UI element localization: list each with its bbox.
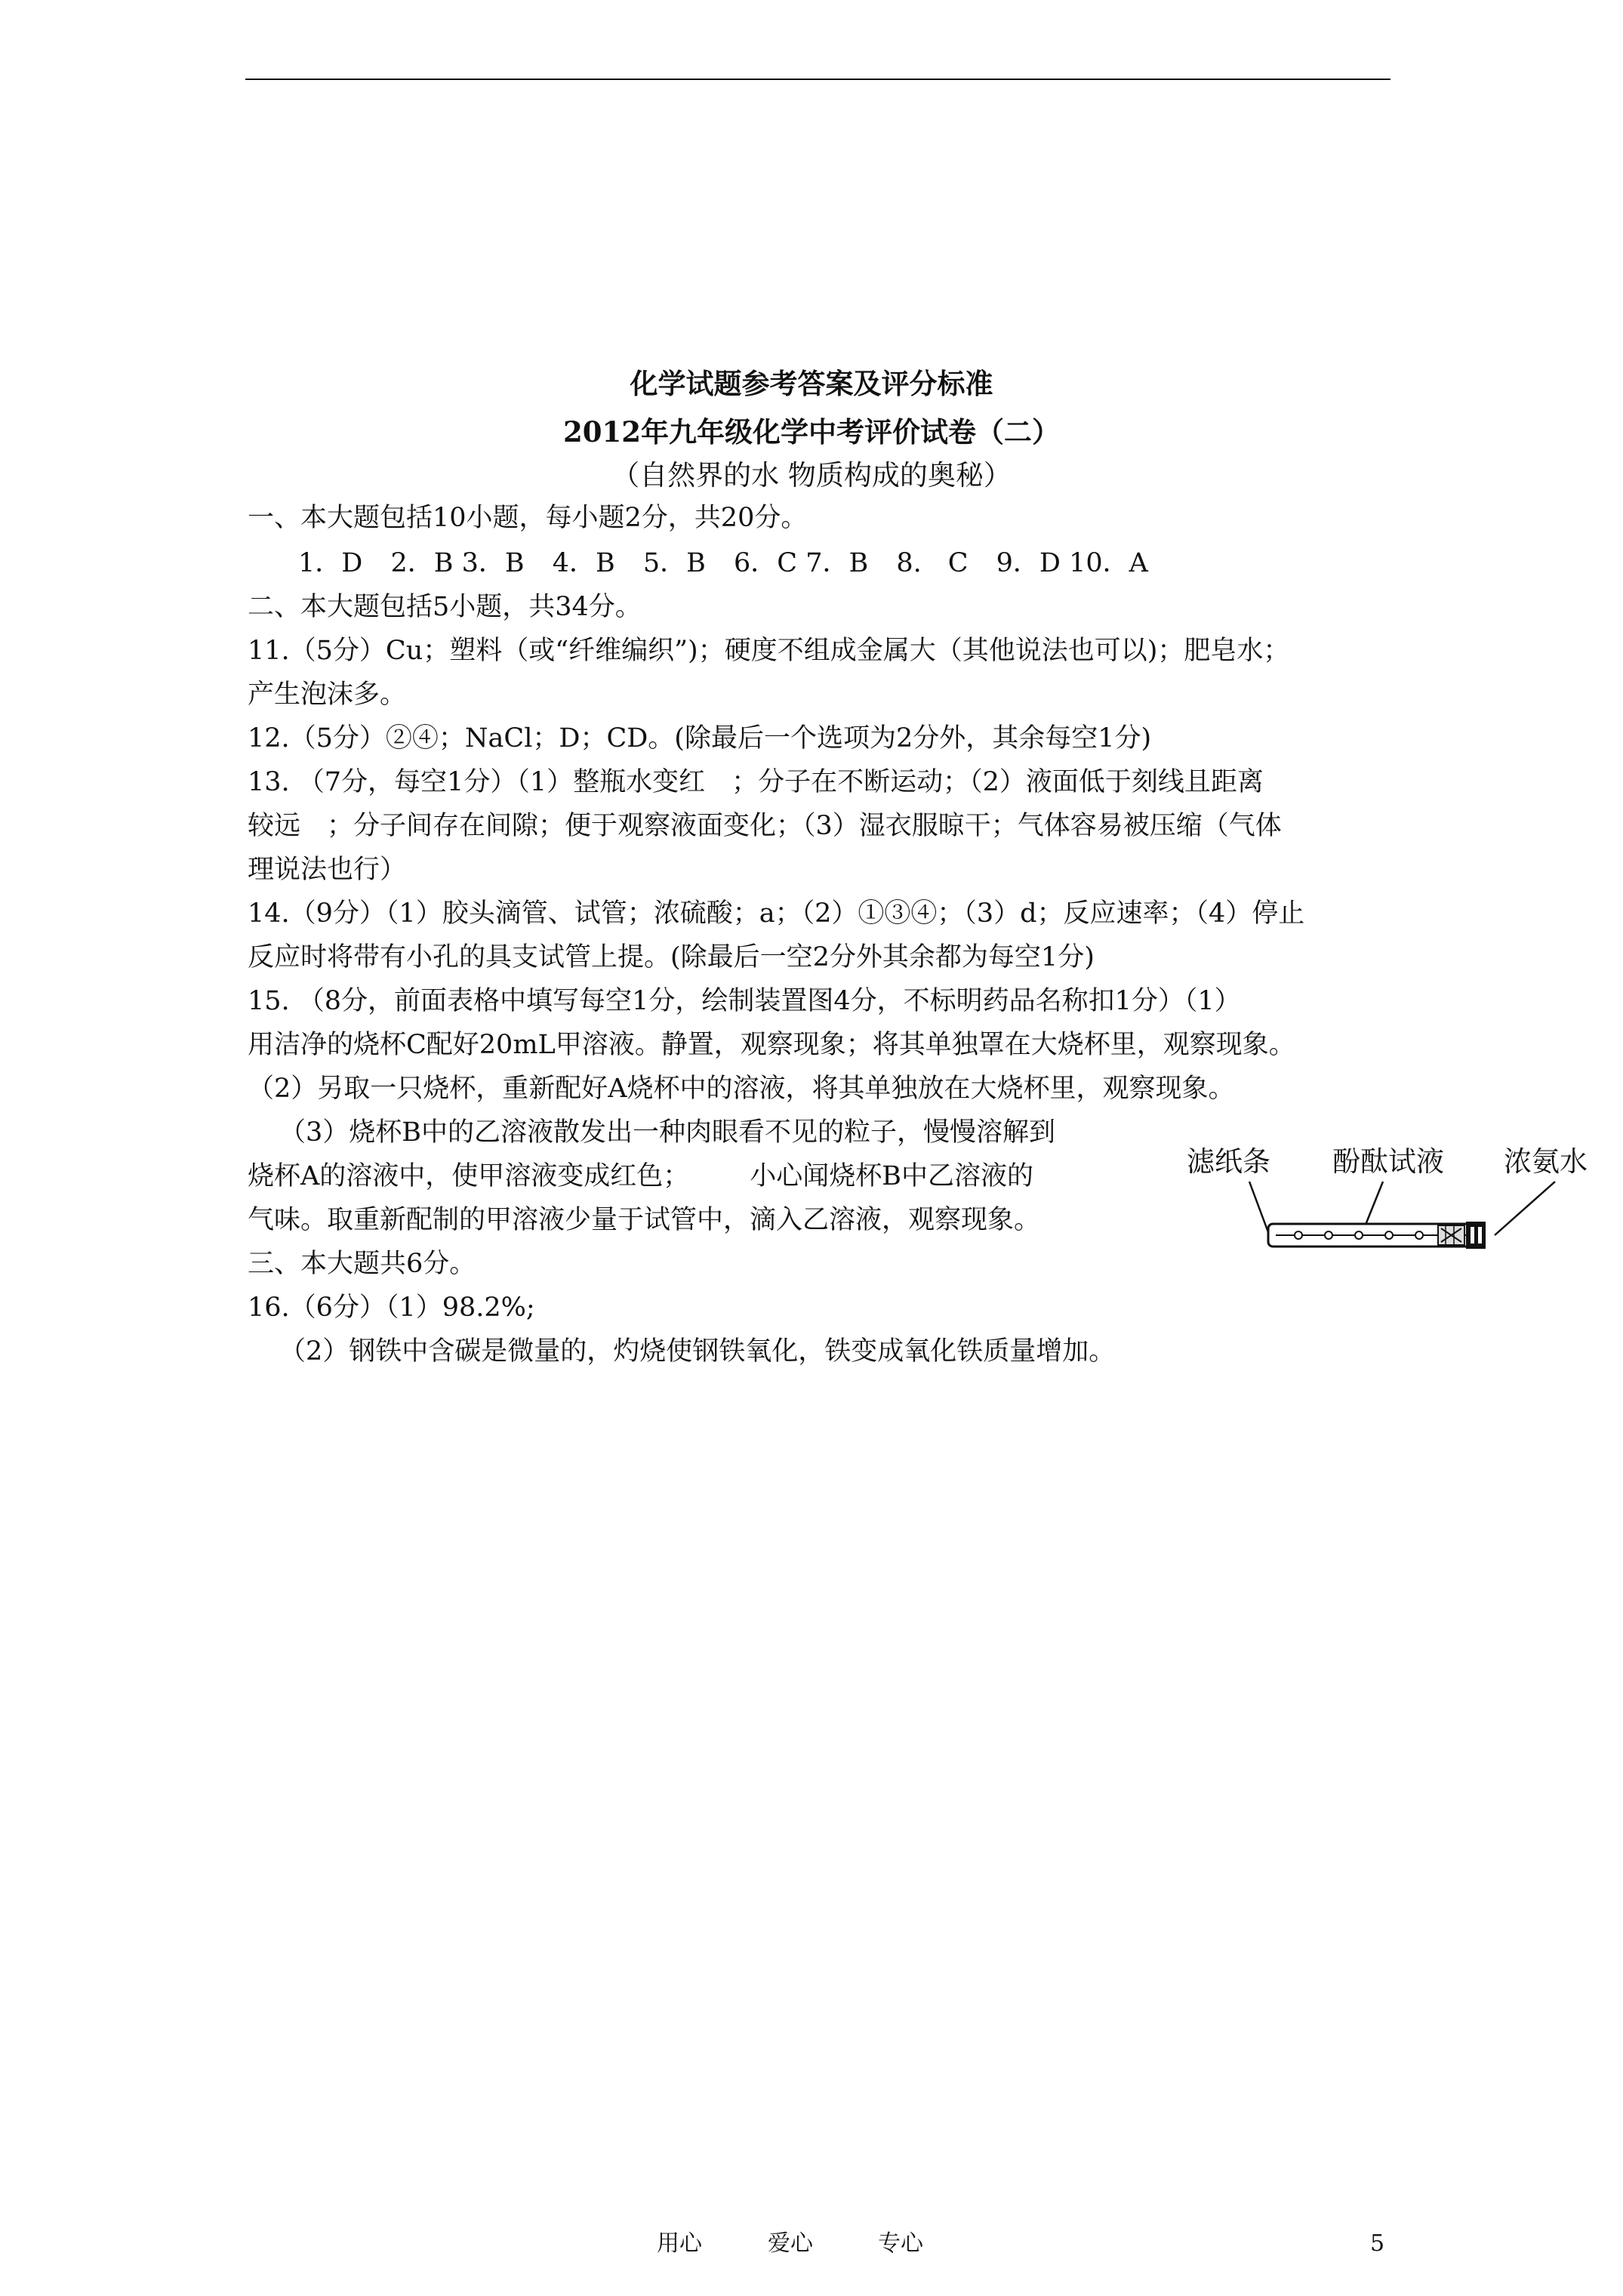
answer-8: 8. C: [896, 548, 969, 578]
answer-1: 1．D: [298, 548, 363, 578]
q15-line-5a: 烧杯A的溶液中，使甲溶液变成红色；: [248, 1161, 690, 1191]
q15-line-5b: 小心闻烧杯B中乙溶液的: [750, 1161, 1034, 1191]
section2-heading: 二、本大题包括5小题，共34分。: [248, 592, 642, 622]
q15-line-4: （3）烧杯B中的乙溶液散发出一种肉眼看不见的粒子，慢慢溶解到: [279, 1117, 1055, 1148]
q16-line-2: （2）钢铁中含碳是微量的，灼烧使钢铁氧化，铁变成氧化铁质量增加。: [279, 1336, 1116, 1367]
label-phenolphthalein: 酚酞试液: [1332, 1145, 1444, 1178]
answer-5: 5．B: [642, 548, 706, 578]
answer-4: 4．B: [552, 548, 615, 578]
footer-item-3: 专心: [878, 2230, 923, 2257]
label-ammonia: 浓氨水: [1504, 1145, 1588, 1178]
footer-item-2: 爱心: [768, 2230, 813, 2257]
ammonia-diffusion-diagram: [1178, 1144, 1600, 1265]
label-filter-paper: 滤纸条: [1187, 1145, 1270, 1178]
q16-line-1: 16.（6分）（1）98.2%;: [248, 1293, 535, 1323]
q15-line-1: 15. （8分，前面表格中填写每空1分，绘制装置图4分，不标明药品名称扣1分）（1）: [248, 986, 1241, 1016]
q15-line-2: 用洁净的烧杯C配好20mL甲溶液。静置，观察现象；将其单独罩在大烧杯里，观察现象。: [248, 1030, 1295, 1060]
page-number: 5: [1370, 2230, 1385, 2257]
answer-9-10: 9．D 10．A: [996, 548, 1148, 578]
section3-heading: 三、本大题共6分。: [248, 1249, 476, 1279]
answer-2-3: 2．B 3．B: [390, 548, 525, 578]
answer-6-7: 6．C 7．B: [734, 548, 869, 578]
q15-line-3: （2）另取一只烧杯，重新配好A烧杯中的溶液，将其单独放在大烧杯里，观察现象。: [248, 1074, 1235, 1104]
exam-topic: （自然界的水 物质构成的奥秘）: [611, 459, 1012, 492]
page-title: 化学试题参考答案及评分标准: [630, 367, 993, 400]
header-rule: [245, 79, 1390, 80]
exam-subtitle: 2012年九年级化学中考评价试卷（二）: [563, 415, 1060, 448]
q13-line-2: 较远 ；分子间存在间隙；便于观察液面变化；（3）湿衣服晾干；气体容易被压缩（气体: [248, 811, 1282, 841]
q11-line-2: 产生泡沫多。: [248, 680, 407, 710]
q14-line-2: 反应时将带有小孔的具支试管上提。(除最后一空2分外其余都为每空1分): [248, 942, 1095, 972]
q14-line-1: 14.（9分）（1）胶头滴管、试管；浓硫酸；a；（2）①③④；（3）d；反应速率；（4）停止: [248, 898, 1305, 929]
q15-line-6: 气味。取重新配制的甲溶液少量于试管中，滴入乙溶液，观察现象。: [248, 1205, 1041, 1235]
test-tube-drawing: [1178, 1144, 1600, 1265]
q12-line-1: 12.（5分）②④；NaCl；D；CD。(除最后一个选项为2分外，其余每空1分): [248, 723, 1152, 754]
q15-line-5: [248, 1158, 1033, 1194]
section1-answers: [298, 545, 1148, 581]
q11-line-1: 11.（5分）Cu；塑料（或“纤维编织”)；硬度不组成金属大（其他说法也可以)；肥皂水；: [248, 636, 1290, 666]
footer-item-1: 用心: [657, 2230, 702, 2257]
section1-heading: 一、本大题包括10小题，每小题2分，共20分。: [248, 503, 808, 533]
q13-line-1: 13. （7分，每空1分）（1）整瓶水变红 ；分子在不断运动；（2）液面低于刻线且距离: [248, 767, 1264, 797]
q13-line-3: 理说法也行）: [248, 855, 407, 885]
